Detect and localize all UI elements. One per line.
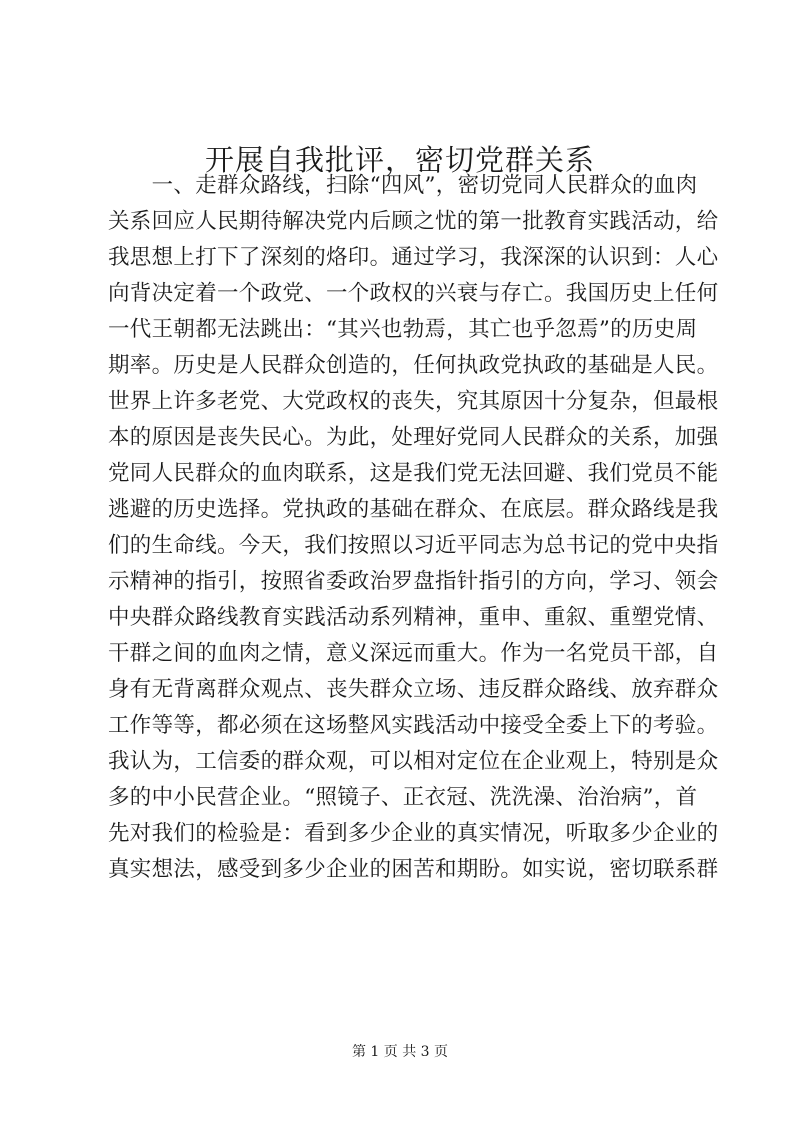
text-line: 真实想法，感受到多少企业的困苦和期盼。如实说，密切联系群	[108, 857, 719, 882]
text-line: 党同人民群众的血肉联系，这是我们党无法回避、我们党员不能	[108, 461, 719, 486]
text-line: 干群之间的血肉之情，意义深远而重大。作为一名党员干部，自	[108, 641, 719, 666]
text-line: 逃避的历史选择。党执政的基础在群众、在底层。群众路线是我	[108, 497, 719, 522]
text-line: 向背决定着一个政党、一个政权的兴衰与存亡。我国历史上任何	[108, 281, 719, 306]
text-line: 本的原因是丧失民心。为此，处理好党同人民群众的关系，加强	[108, 425, 719, 450]
text-line: 先对我们的检验是：看到多少企业的真实情况，听取多少企业的	[108, 821, 719, 846]
text-line: 一、走群众路线，扫除“四风”，密切党同人民群众的血肉	[108, 173, 698, 198]
text-line: 们的生命线。今天，我们按照以习近平同志为总书记的党中央指	[108, 533, 719, 558]
text-line: 示精神的指引，按照省委政治罗盘指针指引的方向，学习、领会	[108, 569, 719, 594]
text-line: 我思想上打下了深刻的烙印。通过学习，我深深的认识到：人心	[108, 245, 719, 270]
text-line: 期率。历史是人民群众创造的，任何执政党执政的基础是人民。	[108, 353, 719, 378]
text-line: 多的中小民营企业。“照镜子、正衣冠、洗洗澡、治治病”，首	[108, 785, 698, 810]
text-line: 中央群众路线教育实践活动系列精神，重申、重叙、重塑党情、	[108, 605, 719, 630]
page-indicator: 第 1 页 共 3 页	[351, 1044, 449, 1060]
text-line: 工作等等，都必须在这场整风实践活动中接受全委上下的考验。	[108, 713, 719, 738]
text-line: 关系回应人民期待解决党内后顾之忧的第一批教育实践活动，给	[108, 209, 719, 234]
text-line: 我认为，工信委的群众观，可以相对定位在企业观上，特别是众	[108, 749, 719, 774]
page-footer	[0, 1042, 800, 1062]
text-line: 世界上许多老党、大党政权的丧失，究其原因十分复杂，但最根	[108, 389, 719, 414]
text-line: 一代王朝都无法跳出：“其兴也勃焉，其亡也乎忽焉”的历史周	[108, 317, 698, 342]
page-title: 开展自我批评，密切党群关系	[204, 143, 595, 177]
body-text	[108, 168, 719, 888]
text-line: 身有无背离群众观点、丧失群众立场、违反群众路线、放弃群众	[108, 677, 719, 702]
